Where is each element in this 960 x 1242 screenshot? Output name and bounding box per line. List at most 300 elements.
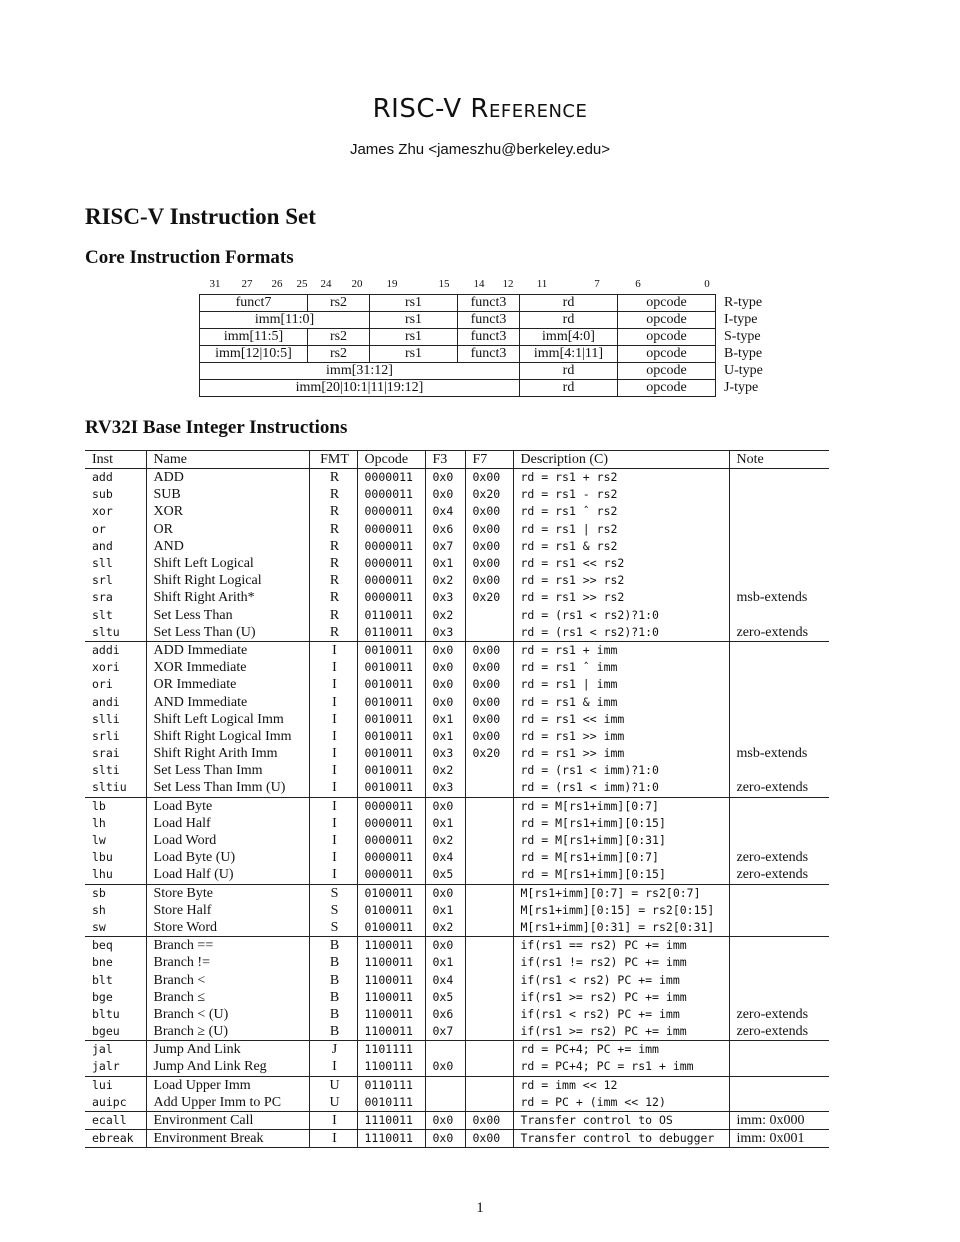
table-cell: 0x1 bbox=[425, 954, 465, 971]
table-cell bbox=[729, 659, 829, 676]
table-row bbox=[85, 1076, 829, 1094]
table-cell: rd = M[rs1+imm][0:15] bbox=[513, 815, 729, 832]
table-cell: lb bbox=[85, 797, 146, 815]
table-cell: if(rs1 == rs2) PC += imm bbox=[513, 937, 729, 955]
table-cell bbox=[729, 676, 829, 693]
table-cell: 0x1 bbox=[425, 555, 465, 572]
table-cell: zero-extends bbox=[736, 1006, 809, 1022]
table-cell: 0x00 bbox=[465, 659, 513, 676]
table-cell: Branch < bbox=[146, 971, 309, 988]
table-cell bbox=[465, 762, 513, 779]
table-cell bbox=[729, 1041, 829, 1059]
table-row bbox=[85, 919, 829, 937]
table-cell bbox=[729, 832, 829, 849]
format-field: rs2 bbox=[308, 295, 370, 312]
table-cell: jalr bbox=[85, 1058, 146, 1076]
table-cell: Load Byte (U) bbox=[146, 849, 309, 866]
table-cell: R bbox=[309, 555, 357, 572]
table-cell: B bbox=[309, 937, 357, 955]
author-line: James Zhu <jameszhu@berkeley.edu> bbox=[349, 141, 611, 158]
table-cell: R bbox=[309, 503, 357, 520]
bit-label: 0 bbox=[704, 278, 710, 290]
bit-label: 19 bbox=[386, 278, 398, 290]
table-cell bbox=[729, 989, 829, 1006]
table-row bbox=[85, 469, 829, 487]
table-cell: 0010011 bbox=[357, 659, 425, 676]
table-cell: Store Word bbox=[146, 919, 309, 937]
formats-table bbox=[199, 294, 776, 397]
table-cell: I bbox=[309, 1058, 357, 1076]
table-cell: 0100011 bbox=[357, 884, 425, 902]
table-cell: Transfer control to OS bbox=[513, 1111, 729, 1129]
table-cell bbox=[729, 971, 829, 988]
table-cell bbox=[729, 538, 829, 555]
table-cell: zero-extends bbox=[736, 1024, 809, 1040]
bit-label: 7 bbox=[594, 278, 600, 290]
format-field: imm[20|10:1|11|19:12] bbox=[200, 380, 520, 397]
table-cell: B bbox=[309, 1023, 357, 1041]
table-cell: andi bbox=[85, 693, 146, 710]
table-cell: 0x00 bbox=[465, 469, 513, 487]
table-cell: if(rs1 < rs2) PC += imm bbox=[513, 971, 729, 988]
table-row bbox=[85, 521, 829, 538]
table-cell: 0x0 bbox=[425, 469, 465, 487]
table-cell: 0000011 bbox=[357, 503, 425, 520]
table-cell: Add Upper Imm to PC bbox=[146, 1094, 309, 1112]
table-cell: 0x5 bbox=[425, 989, 465, 1006]
table-cell: xor bbox=[85, 503, 146, 520]
table-cell bbox=[465, 1058, 513, 1076]
table-cell: Store Byte bbox=[146, 884, 309, 902]
table-cell: if(rs1 >= rs2) PC += imm bbox=[513, 989, 729, 1006]
table-cell: I bbox=[309, 676, 357, 693]
table-cell: 0000011 bbox=[357, 572, 425, 589]
table-cell bbox=[465, 1041, 513, 1059]
table-cell: R bbox=[309, 521, 357, 538]
table-cell bbox=[465, 624, 513, 642]
table-cell: if(rs1 != rs2) PC += imm bbox=[513, 954, 729, 971]
table-cell: 0010011 bbox=[357, 711, 425, 728]
table-cell: sra bbox=[85, 589, 146, 606]
table-cell bbox=[729, 902, 829, 919]
table-cell: AND bbox=[146, 538, 309, 555]
table-cell: 0000011 bbox=[357, 538, 425, 555]
bit-label: 25 bbox=[296, 278, 308, 290]
table-cell: rd = (rs1 < imm)?1:0 bbox=[513, 762, 729, 779]
table-cell: 0x00 bbox=[465, 676, 513, 693]
table-cell: if(rs1 < rs2) PC += imm bbox=[513, 1006, 729, 1023]
format-field: rs1 bbox=[370, 295, 458, 312]
table-cell: imm: 0x001 bbox=[729, 1130, 829, 1148]
table-cell: Shift Left Logical bbox=[146, 555, 309, 572]
table-cell: Load Upper Imm bbox=[146, 1076, 309, 1094]
table-cell: 0100011 bbox=[357, 902, 425, 919]
table-row bbox=[85, 486, 829, 503]
bit-label: 11 bbox=[536, 278, 548, 290]
table-cell bbox=[465, 1094, 513, 1112]
table-cell: I bbox=[309, 779, 357, 797]
column-header: FMT bbox=[309, 451, 357, 469]
bit-label: 6 bbox=[635, 278, 641, 290]
table-cell: 0x0 bbox=[425, 693, 465, 710]
table-row bbox=[85, 624, 829, 642]
table-cell: 1110011 bbox=[357, 1111, 425, 1129]
format-field: opcode bbox=[618, 380, 716, 397]
table-cell: 0x00 bbox=[465, 521, 513, 538]
table-cell: rd = rs1 >> imm bbox=[513, 728, 729, 745]
format-type: S-type bbox=[724, 329, 761, 344]
table-cell: B bbox=[309, 954, 357, 971]
table-cell: M[rs1+imm][0:7] = rs2[0:7] bbox=[513, 884, 729, 902]
table-cell: Branch != bbox=[146, 954, 309, 971]
table-cell bbox=[465, 832, 513, 849]
table-row bbox=[85, 572, 829, 589]
table-cell: Branch ≤ bbox=[146, 989, 309, 1006]
table-cell: XOR bbox=[146, 503, 309, 520]
table-row bbox=[85, 971, 829, 988]
table-cell: 0x1 bbox=[425, 711, 465, 728]
table-cell: U bbox=[309, 1094, 357, 1112]
table-cell: 0x2 bbox=[425, 607, 465, 624]
table-cell: 1100011 bbox=[357, 989, 425, 1006]
table-cell: 0x00 bbox=[465, 503, 513, 520]
bit-label: 24 bbox=[320, 278, 332, 290]
format-field: funct3 bbox=[458, 312, 520, 329]
format-field: rs2 bbox=[308, 346, 370, 363]
format-field: funct3 bbox=[458, 329, 520, 346]
table-cell bbox=[465, 919, 513, 937]
table-cell: 0x20 bbox=[465, 589, 513, 606]
table-cell: srli bbox=[85, 728, 146, 745]
table-cell: Jump And Link Reg bbox=[146, 1058, 309, 1076]
table-cell: rd = rs1 | rs2 bbox=[513, 521, 729, 538]
format-field: rs2 bbox=[308, 329, 370, 346]
column-header: Name bbox=[146, 451, 309, 469]
bit-label: 20 bbox=[351, 278, 363, 290]
table-cell: ADD Immediate bbox=[146, 641, 309, 659]
table-cell: bne bbox=[85, 954, 146, 971]
table-cell bbox=[465, 815, 513, 832]
table-cell: I bbox=[309, 1130, 357, 1148]
format-row bbox=[200, 363, 776, 380]
column-header: Description (C) bbox=[513, 451, 729, 469]
table-cell: 0x00 bbox=[465, 1130, 513, 1148]
format-field: opcode bbox=[618, 363, 716, 380]
table-cell bbox=[465, 971, 513, 988]
table-cell bbox=[729, 884, 829, 902]
format-field: rs1 bbox=[370, 312, 458, 329]
table-cell: 0x0 bbox=[425, 937, 465, 955]
column-header: F7 bbox=[465, 451, 513, 469]
table-cell bbox=[729, 728, 829, 745]
table-cell bbox=[729, 1058, 829, 1076]
table-cell: M[rs1+imm][0:15] = rs2[0:15] bbox=[513, 902, 729, 919]
table-cell: Load Byte bbox=[146, 797, 309, 815]
table-cell: 0x6 bbox=[425, 521, 465, 538]
format-row bbox=[200, 312, 776, 329]
table-cell: rd = M[rs1+imm][0:31] bbox=[513, 832, 729, 849]
table-cell: 0000011 bbox=[357, 555, 425, 572]
table-cell: if(rs1 >= rs2) PC += imm bbox=[513, 1023, 729, 1041]
table-cell: 1110011 bbox=[357, 1130, 425, 1148]
table-cell: 0x1 bbox=[425, 815, 465, 832]
table-cell: or bbox=[85, 521, 146, 538]
table-cell: R bbox=[309, 469, 357, 487]
table-row bbox=[85, 815, 829, 832]
table-cell: ecall bbox=[85, 1111, 146, 1129]
page-number: 1 bbox=[476, 1200, 484, 1216]
format-row bbox=[200, 295, 776, 312]
table-cell bbox=[465, 954, 513, 971]
table-row bbox=[85, 779, 829, 797]
table-cell: 0x4 bbox=[425, 849, 465, 866]
table-cell: 0x7 bbox=[425, 538, 465, 555]
table-cell bbox=[425, 1094, 465, 1112]
table-cell: 0010011 bbox=[357, 762, 425, 779]
format-field: imm[12|10:5] bbox=[200, 346, 308, 363]
table-cell bbox=[465, 797, 513, 815]
table-cell: imm: 0x000 bbox=[729, 1111, 829, 1129]
table-cell bbox=[729, 555, 829, 572]
table-cell bbox=[729, 693, 829, 710]
table-cell: OR Immediate bbox=[146, 676, 309, 693]
table-cell: 0x7 bbox=[425, 1023, 465, 1041]
table-cell bbox=[729, 1076, 829, 1094]
table-cell: rd = imm << 12 bbox=[513, 1076, 729, 1094]
table-cell: 0x0 bbox=[425, 1058, 465, 1076]
bit-label: 26 bbox=[271, 278, 283, 290]
table-cell: I bbox=[309, 641, 357, 659]
format-field: opcode bbox=[618, 295, 716, 312]
table-cell: 0110111 bbox=[357, 1076, 425, 1094]
table-cell: OR bbox=[146, 521, 309, 538]
table-cell: add bbox=[85, 469, 146, 487]
table-cell bbox=[729, 641, 829, 659]
table-cell bbox=[729, 815, 829, 832]
table-cell: 0000011 bbox=[357, 797, 425, 815]
table-cell: rd = PC + (imm << 12) bbox=[513, 1094, 729, 1112]
table-cell: rd = rs1 >> rs2 bbox=[513, 572, 729, 589]
table-cell: auipc bbox=[85, 1094, 146, 1112]
table-cell: 0010111 bbox=[357, 1094, 425, 1112]
table-cell bbox=[465, 849, 513, 866]
table-cell: msb-extends bbox=[736, 590, 808, 606]
table-cell: lw bbox=[85, 832, 146, 849]
table-cell bbox=[729, 954, 829, 971]
table-cell: 0000011 bbox=[357, 832, 425, 849]
format-type: B-type bbox=[724, 346, 763, 361]
table-cell: rd = rs1 & imm bbox=[513, 693, 729, 710]
table-row bbox=[85, 555, 829, 572]
table-cell: 0010011 bbox=[357, 676, 425, 693]
table-cell: rd = PC+4; PC += imm bbox=[513, 1041, 729, 1059]
table-row bbox=[85, 1058, 829, 1076]
table-cell bbox=[425, 1076, 465, 1094]
table-row bbox=[85, 797, 829, 815]
table-cell: 0000011 bbox=[357, 815, 425, 832]
table-cell: S bbox=[309, 919, 357, 937]
table-cell: 0x0 bbox=[425, 884, 465, 902]
table-row bbox=[85, 745, 829, 762]
table-cell: 1100011 bbox=[357, 1023, 425, 1041]
table-cell: lbu bbox=[85, 849, 146, 866]
table-cell: R bbox=[309, 572, 357, 589]
table-cell: 0x0 bbox=[425, 659, 465, 676]
table-row bbox=[85, 589, 829, 606]
table-cell: Load Half bbox=[146, 815, 309, 832]
table-cell: 0x20 bbox=[465, 486, 513, 503]
table-cell: I bbox=[309, 745, 357, 762]
table-row bbox=[85, 954, 829, 971]
table-cell: rd = rs1 ˆ imm bbox=[513, 659, 729, 676]
table-cell: 0x2 bbox=[425, 572, 465, 589]
table-cell: I bbox=[309, 711, 357, 728]
format-field: opcode bbox=[618, 346, 716, 363]
table-cell: U bbox=[309, 1076, 357, 1094]
table-cell: Shift Left Logical Imm bbox=[146, 711, 309, 728]
table-cell bbox=[465, 1023, 513, 1041]
format-field: rd bbox=[520, 312, 618, 329]
bit-label: 14 bbox=[473, 278, 485, 290]
table-row bbox=[85, 849, 829, 866]
table-cell bbox=[465, 779, 513, 797]
table-cell bbox=[465, 902, 513, 919]
table-cell: 0x4 bbox=[425, 503, 465, 520]
table-cell: 0000011 bbox=[357, 849, 425, 866]
bit-label: 12 bbox=[502, 278, 514, 290]
table-cell: rd = rs1 + imm bbox=[513, 641, 729, 659]
table-cell: bge bbox=[85, 989, 146, 1006]
table-cell: 0010011 bbox=[357, 728, 425, 745]
table-cell: 0x3 bbox=[425, 745, 465, 762]
table-cell bbox=[729, 797, 829, 815]
table-cell: rd = (rs1 < rs2)?1:0 bbox=[513, 624, 729, 642]
table-cell: S bbox=[309, 884, 357, 902]
format-row bbox=[200, 346, 776, 363]
table-cell: XOR Immediate bbox=[146, 659, 309, 676]
table-cell: Load Word bbox=[146, 832, 309, 849]
table-row bbox=[85, 866, 829, 884]
format-field: rd bbox=[520, 295, 618, 312]
column-header: F3 bbox=[425, 451, 465, 469]
table-cell bbox=[729, 469, 829, 487]
table-cell: 0110011 bbox=[357, 607, 425, 624]
table-cell bbox=[729, 503, 829, 520]
table-cell: 0x1 bbox=[425, 728, 465, 745]
table-cell: 0x4 bbox=[425, 971, 465, 988]
table-cell: I bbox=[309, 728, 357, 745]
table-cell: srl bbox=[85, 572, 146, 589]
table-cell: 0x0 bbox=[425, 641, 465, 659]
format-field: imm[4:0] bbox=[520, 329, 618, 346]
format-type: I-type bbox=[724, 312, 758, 327]
table-cell: 0x00 bbox=[465, 1111, 513, 1129]
table-cell bbox=[465, 1076, 513, 1094]
table-cell: ebreak bbox=[85, 1130, 146, 1148]
table-cell: bltu bbox=[85, 1006, 146, 1023]
table-cell: R bbox=[309, 607, 357, 624]
table-row bbox=[85, 1006, 829, 1023]
table-row bbox=[85, 641, 829, 659]
table-cell: sltu bbox=[85, 624, 146, 642]
table-cell: B bbox=[309, 1006, 357, 1023]
table-cell: 0x3 bbox=[425, 779, 465, 797]
table-row bbox=[85, 728, 829, 745]
table-cell: Store Half bbox=[146, 902, 309, 919]
format-field: opcode bbox=[618, 329, 716, 346]
table-row bbox=[85, 693, 829, 710]
table-cell: msb-extends bbox=[736, 746, 808, 762]
table-cell: rd = rs1 - rs2 bbox=[513, 486, 729, 503]
table-cell: rd = M[rs1+imm][0:15] bbox=[513, 866, 729, 884]
table-cell: 1100111 bbox=[357, 1058, 425, 1076]
table-cell bbox=[465, 1006, 513, 1023]
table-cell: 0010011 bbox=[357, 745, 425, 762]
table-cell: I bbox=[309, 866, 357, 884]
table-cell bbox=[729, 572, 829, 589]
column-header: Note bbox=[729, 451, 829, 469]
table-cell: zero-extends bbox=[736, 624, 809, 640]
table-cell: rd = rs1 >> imm bbox=[513, 745, 729, 762]
table-cell: zero-extends bbox=[736, 867, 809, 883]
format-field: imm[11:0] bbox=[200, 312, 370, 329]
table-cell: 0x20 bbox=[465, 745, 513, 762]
table-cell: 0100011 bbox=[357, 919, 425, 937]
table-cell: 0x0 bbox=[425, 1130, 465, 1148]
table-cell: I bbox=[309, 797, 357, 815]
table-cell: rd = rs1 << imm bbox=[513, 711, 729, 728]
table-cell: 0000011 bbox=[357, 866, 425, 884]
table-row bbox=[85, 1094, 829, 1112]
table-cell: 0110011 bbox=[357, 624, 425, 642]
table-cell: I bbox=[309, 1111, 357, 1129]
table-cell: 1100011 bbox=[357, 937, 425, 955]
table-cell: M[rs1+imm][0:31] = rs2[0:31] bbox=[513, 919, 729, 937]
table-row bbox=[85, 503, 829, 520]
table-cell: 0x00 bbox=[465, 693, 513, 710]
format-field: funct3 bbox=[458, 346, 520, 363]
bit-position-labels bbox=[199, 278, 759, 292]
table-row bbox=[85, 937, 829, 955]
table-cell: I bbox=[309, 659, 357, 676]
table-cell: Load Half (U) bbox=[146, 866, 309, 884]
table-cell: lh bbox=[85, 815, 146, 832]
table-cell: Jump And Link bbox=[146, 1041, 309, 1059]
table-cell: rd = rs1 + rs2 bbox=[513, 469, 729, 487]
table-row bbox=[85, 538, 829, 555]
table-cell bbox=[729, 521, 829, 538]
table-cell bbox=[425, 1041, 465, 1059]
document-title: RISC-V Reference bbox=[372, 94, 588, 124]
table-cell bbox=[729, 1094, 829, 1112]
table-cell: 0000011 bbox=[357, 589, 425, 606]
table-cell: Environment Call bbox=[146, 1111, 309, 1129]
table-cell: 1100011 bbox=[357, 1006, 425, 1023]
table-cell bbox=[729, 711, 829, 728]
table-cell: 0x1 bbox=[425, 902, 465, 919]
table-row bbox=[85, 711, 829, 728]
table-cell: S bbox=[309, 902, 357, 919]
table-cell: slti bbox=[85, 762, 146, 779]
table-cell: rd = rs1 << rs2 bbox=[513, 555, 729, 572]
formats-heading: Core Instruction Formats bbox=[85, 247, 294, 268]
table-cell: 0x00 bbox=[465, 572, 513, 589]
table-row bbox=[85, 1130, 829, 1148]
format-field: funct7 bbox=[200, 295, 308, 312]
table-cell: rd = rs1 ˆ rs2 bbox=[513, 503, 729, 520]
table-cell: B bbox=[309, 971, 357, 988]
table-cell: B bbox=[309, 989, 357, 1006]
